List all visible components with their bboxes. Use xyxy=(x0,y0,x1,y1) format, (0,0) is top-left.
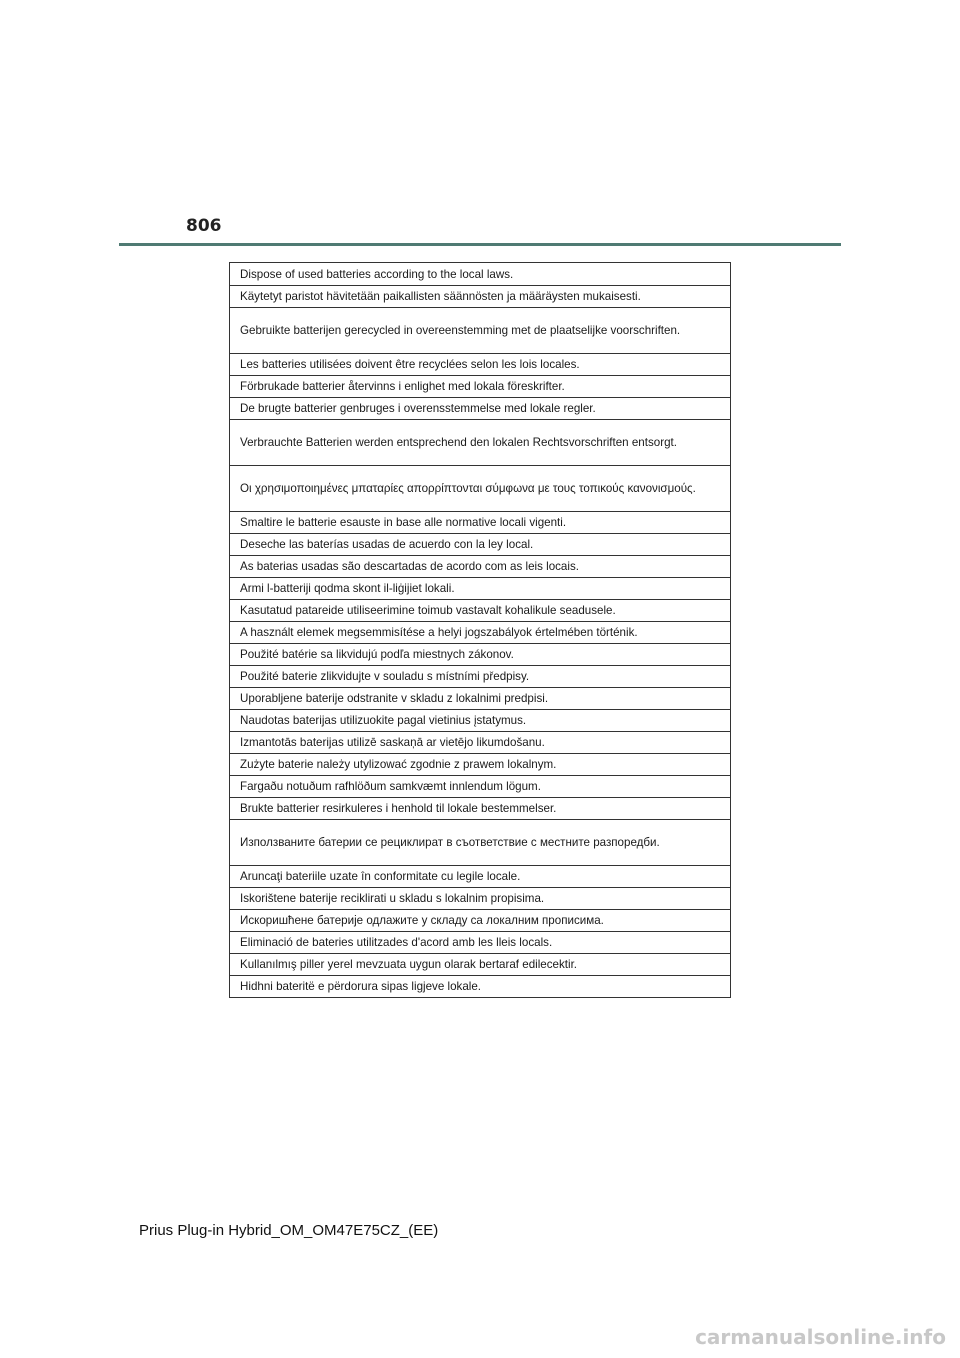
footer-document-id: Prius Plug-in Hybrid_OM_OM47E75CZ_(EE) xyxy=(139,1222,439,1239)
row-text: Armi l-batteriji qodma skont il-liġijiet lokali. xyxy=(240,582,455,595)
table-row xyxy=(230,709,730,731)
row-text: Използваните батерии се рециклират в съответствие с местните разпоредби. xyxy=(240,836,660,849)
table-row xyxy=(230,419,730,465)
table-row xyxy=(230,621,730,643)
table-row xyxy=(230,665,730,687)
table-row xyxy=(230,643,730,665)
table-row xyxy=(230,577,730,599)
row-text: Použité baterie zlikvidujte v souladu s místními předpisy. xyxy=(240,670,530,683)
row-text: Verbrauchte Batterien werden entsprechend den lokalen Rechtsvorschriften entsorgt. xyxy=(240,436,677,449)
row-text: Förbrukade batterier återvinns i enlighet med lokala föreskrifter. xyxy=(240,380,565,393)
table-row xyxy=(230,397,730,419)
row-text: Dispose of used batteries according to the local laws. xyxy=(240,267,514,281)
table-row xyxy=(230,753,730,775)
table-row xyxy=(230,797,730,819)
row-text: Käytetyt paristot hävitetään paikallisten säännösten ja määräysten mukaisesti. xyxy=(240,290,641,303)
table-row xyxy=(230,687,730,709)
header-rule xyxy=(119,243,841,246)
table-row xyxy=(230,887,730,909)
table-row xyxy=(230,775,730,797)
row-text: Zużyte baterie należy utylizować zgodnie z prawem lokalnym. xyxy=(240,758,557,771)
battery-disposal-table xyxy=(229,262,731,998)
table-row xyxy=(230,865,730,887)
table-row xyxy=(230,599,730,621)
row-text: Les batteries utilisées doivent être recyclées selon les lois locales. xyxy=(240,358,580,371)
table-row xyxy=(230,353,730,375)
row-text: Gebruikte batterijen gerecycled in overeenstemming met de plaatselijke voorschriften. xyxy=(240,324,681,337)
row-text: Aruncaţi bateriile uzate în conformitate cu legile locale. xyxy=(240,870,521,883)
table-row xyxy=(230,953,730,975)
table-row xyxy=(230,375,730,397)
row-text: Naudotas baterijas utilizuokite pagal vietinius įstatymus. xyxy=(240,714,527,727)
row-text: Deseche las baterías usadas de acuerdo con la ley local. xyxy=(240,538,534,551)
row-text: Použité batérie sa likvidujú podľa miestnych zákonov. xyxy=(240,648,514,661)
table-row xyxy=(230,555,730,577)
row-text: Kasutatud patareide utiliseerimine toimub vastavalt kohalikule seadusele. xyxy=(240,604,616,617)
watermark: carmanualsonline.info xyxy=(695,1325,946,1349)
row-text: Iskorištene baterije reciklirati u skladu s lokalnim propisima. xyxy=(240,892,545,905)
row-text: Kullanılmış piller yerel mevzuata uygun olarak bertaraf edilecektir. xyxy=(240,958,578,971)
table-row xyxy=(230,511,730,533)
row-text: De brugte batterier genbruges i overensstemmelse med lokale regler. xyxy=(240,402,596,415)
row-text: Fargaðu notuðum rafhlöðum samkvæmt innlendum lögum. xyxy=(240,780,541,793)
table-row xyxy=(230,285,730,307)
row-text: As baterias usadas são descartadas de acordo com as leis locais. xyxy=(240,560,579,573)
table-row xyxy=(230,931,730,953)
table-row xyxy=(230,731,730,753)
page-number: 806 xyxy=(186,216,222,236)
row-text: Uporabljene baterije odstranite v skladu z lokalnimi predpisi. xyxy=(240,692,549,705)
table-row xyxy=(230,819,730,865)
table-row xyxy=(230,533,730,555)
table-row xyxy=(230,465,730,511)
row-text: Искоришћене батерије одлажите у складу са локалним прописима. xyxy=(240,914,604,927)
table-row xyxy=(230,975,730,997)
table-row xyxy=(230,909,730,931)
row-text: Izmantotās baterijas utilizē saskaņā ar vietējo likumdošanu. xyxy=(240,736,545,749)
table-row xyxy=(230,307,730,353)
row-text: Eliminació de bateries utilitzades d'acord amb les lleis locals. xyxy=(240,936,553,949)
row-text: Hidhni bateritë e përdorura sipas ligjeve lokale. xyxy=(240,980,482,993)
table-row xyxy=(230,263,730,285)
row-text: Οι χρησιμοποιημένες μπαταρίες απορρίπτονται σύμφωνα με τους τοπικούς κανονισμούς. xyxy=(240,482,696,495)
row-text: Smaltire le batterie esauste in base alle normative locali vigenti. xyxy=(240,516,567,529)
row-text: A használt elemek megsemmisítése a helyi jogszabályok értelmében történik. xyxy=(240,626,638,639)
row-text: Brukte batterier resirkuleres i henhold til lokale bestemmelser. xyxy=(240,802,557,815)
